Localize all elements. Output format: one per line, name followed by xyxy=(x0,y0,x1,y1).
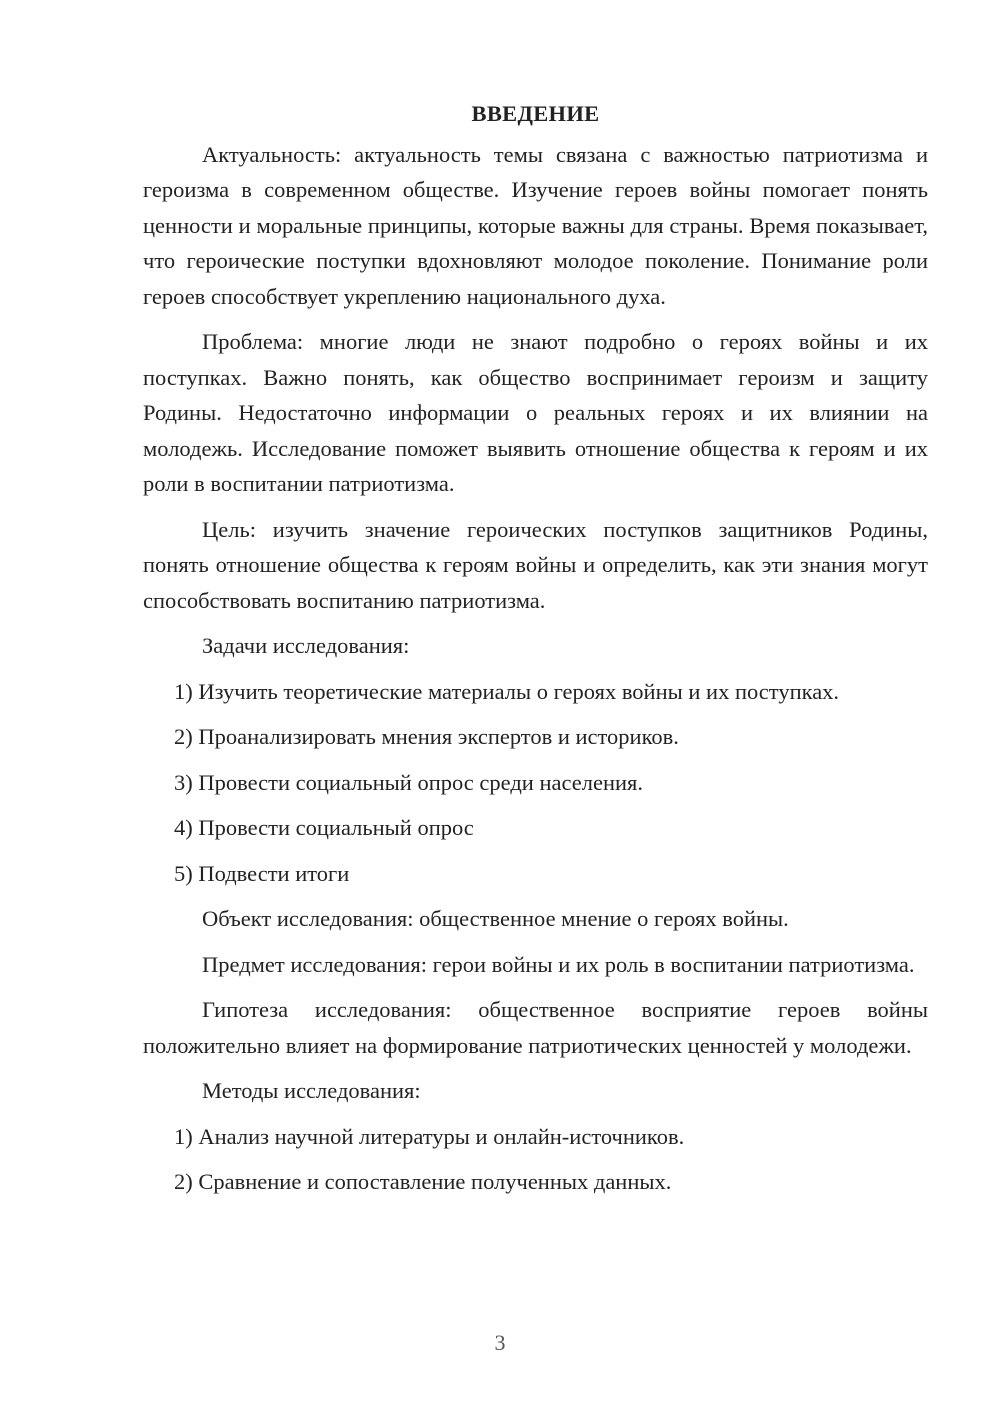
methods-list xyxy=(143,1119,928,1200)
list-item: 1) Изучить теоретические материалы о героях войны и их поступках. xyxy=(174,678,840,704)
methods-title: Методы исследования: xyxy=(202,1078,421,1103)
object-paragraph: Объект исследования: общественное мнение о героях войны. xyxy=(202,906,789,931)
tasks-title: Задачи исследования: xyxy=(202,633,410,658)
section-heading: ВВЕДЕНИЕ xyxy=(471,101,600,126)
list-item: 4) Провести социальный опрос xyxy=(174,815,474,840)
list-item: 1) Анализ научной литературы и онлайн-источников. xyxy=(174,1123,685,1149)
relevance-paragraph: Актуальность: актуальность темы связана с важностью патриотизма и героизма в современном обществе. Изучение героев войны помогает понять ценности и моральные принципы, которые важны для страны. Время показывает, что героические поступки вдохновляют молодое поколение. Понимание роли героев способствует укреплению национального духа. xyxy=(143,141,928,309)
subject-paragraph: Предмет исследования: герои войны и их роль в воспитании патриотизма. xyxy=(202,951,915,977)
list-item: 2) Проанализировать мнения экспертов и историков. xyxy=(174,724,679,749)
tasks-list xyxy=(143,674,928,892)
list-item: 2) Сравнение и сопоставление полученных данных. xyxy=(174,1169,672,1194)
goal-paragraph: Цель: изучить значение героических поступков защитников Родины, понять отношение общества к героям войны и определить, как эти знания могут способствовать воспитанию патриотизма. xyxy=(143,516,928,613)
page-number: 3 xyxy=(494,1330,506,1355)
list-item: 3) Провести социальный опрос среди населения. xyxy=(174,769,644,795)
hypothesis-paragraph: Гипотеза исследования: общественное восприятие героев войны положительно влияет на формирование патриотических ценностей у молодежи. xyxy=(143,997,928,1058)
page-content xyxy=(143,96,928,1210)
problem-paragraph: Проблема: многие люди не знают подробно о героях войны и их поступках. Важно понять, как общество воспринимает героизм и защиту Родины. Недостаточно информации о реальных героях и их влиянии на молодежь. Исследование поможет выявить отношение общества к героям и их роли в воспитании патриотизма. xyxy=(143,329,928,496)
list-item: 5) Подвести итоги xyxy=(174,860,350,886)
